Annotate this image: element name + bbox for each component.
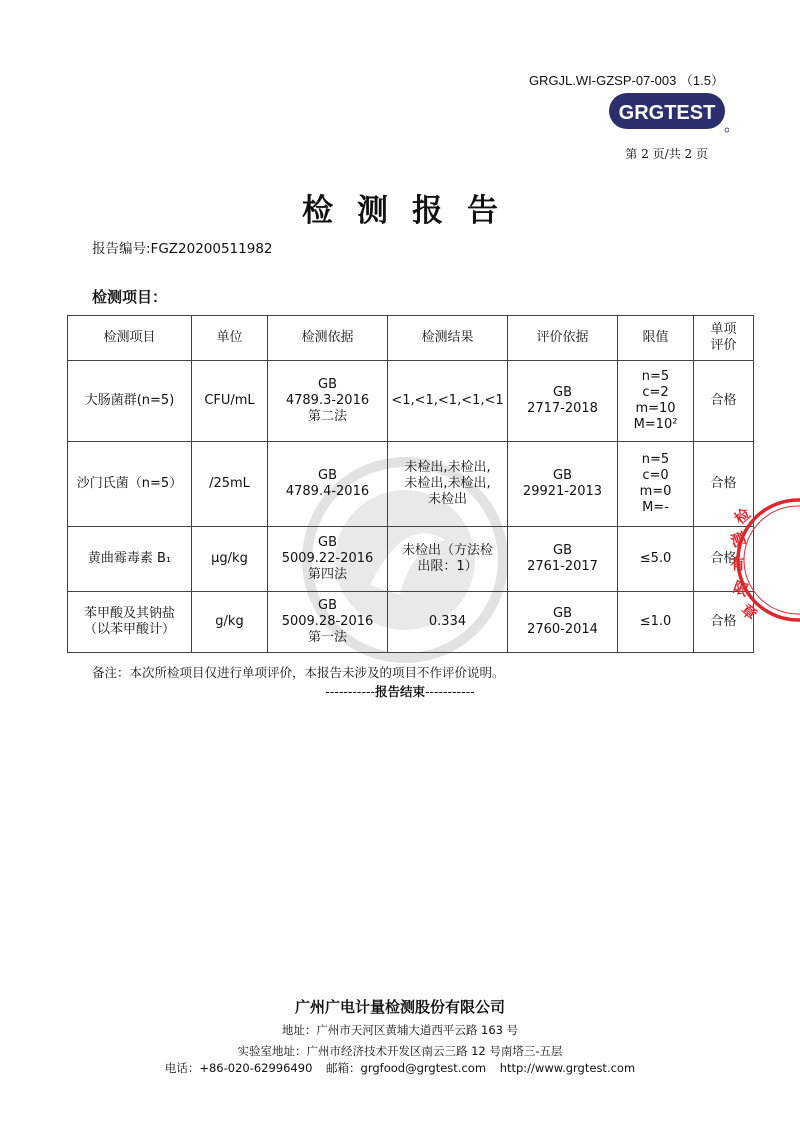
cell-result [388, 442, 508, 527]
report-end-marker [0, 682, 800, 700]
seal-graphic [716, 495, 800, 625]
cell-unit [192, 592, 268, 653]
cell-text: 黄曲霉毒素 B₁ [87, 551, 172, 566]
cell-text: 合格 [710, 393, 737, 408]
cell-text: GB [318, 468, 337, 483]
cell-method [268, 527, 388, 592]
cell-text: CFU/mL [204, 393, 255, 408]
cell-standard [508, 361, 618, 442]
cell-item [68, 592, 192, 653]
cell-text: GB [553, 385, 572, 400]
cell-method [268, 442, 388, 527]
contact-line [0, 1060, 800, 1076]
svg-text:有: 有 [730, 555, 746, 573]
cell-text: 5009.28-2016 [281, 614, 374, 629]
report-number: 报告编号:FGZ20200511982 [92, 241, 273, 257]
cell-text: M=10² [633, 417, 678, 432]
end-dashes-left: ----------- [325, 684, 375, 699]
header-standard: 评价依据 [508, 316, 618, 361]
cell-text: GB [553, 543, 572, 558]
cell-result [388, 527, 508, 592]
cell-result [388, 361, 508, 442]
cell-item [68, 527, 192, 592]
end-text: 报告结束 [374, 684, 425, 699]
website-link[interactable]: http://www.grgtest.com [499, 1061, 636, 1075]
cell-text: 未检出（方法检 [401, 543, 493, 558]
cell-text: 第四法 [307, 567, 347, 582]
cell-text: 4789.4-2016 [285, 484, 370, 499]
company-seal [716, 495, 800, 625]
cell-text: c=0 [642, 468, 669, 483]
cell-text: g/kg [215, 614, 244, 629]
cell-unit [192, 527, 268, 592]
cell-text: 0.334 [428, 614, 467, 629]
cell-text: 2717-2018 [527, 401, 598, 416]
cell-text: 合格 [710, 614, 737, 629]
cell-text: 未检出 [427, 492, 467, 507]
cell-text: 4789.3-2016 [285, 393, 370, 408]
header-limit: 限值 [618, 316, 694, 361]
cell-text: 第一法 [307, 630, 347, 645]
cell-text: 未检出,未检出, [404, 460, 491, 475]
cell-text: 2760-2014 [527, 622, 598, 637]
cell-text: 29921-2013 [522, 484, 603, 499]
header-method: 检测依据 [268, 316, 388, 361]
cell-text: GB [318, 377, 337, 392]
cell-text: 合格 [710, 476, 737, 491]
cell-unit [192, 361, 268, 442]
header-unit: 单位 [192, 316, 268, 361]
svg-text:限: 限 [730, 577, 751, 600]
cell-text: GB [553, 606, 572, 621]
cell-limit [618, 527, 694, 592]
cell-text: 未检出,未检出, [404, 476, 491, 491]
cell-item [68, 361, 192, 442]
table-row [68, 361, 754, 442]
cell-item [68, 442, 192, 527]
cell-text: M=- [642, 500, 669, 515]
cell-text: n=5 [641, 369, 670, 384]
document-code: GRGJL.WI-GZSP-07-003 （1.5） [528, 73, 724, 88]
cell-text: 出限：1） [417, 559, 478, 574]
report-title: 检测报告 [302, 193, 522, 229]
cell-text: 5009.22-2016 [281, 551, 374, 566]
table-body [68, 361, 754, 653]
cell-text: n=5 [641, 452, 670, 467]
cell-unit [192, 442, 268, 527]
cell-method [268, 361, 388, 442]
cell-text: μg/kg [211, 551, 248, 566]
remark-note: 备注：本次所检项目仅进行单项评价，本报告未涉及的项目不作评价说明。 [92, 665, 505, 680]
cell-text: ≤5.0 [639, 551, 672, 566]
cell-text: GB [318, 598, 337, 613]
cell-method [268, 592, 388, 653]
header-item: 检测项目 [68, 316, 192, 361]
cell-text: <1,<1,<1,<1,<1 [391, 393, 504, 408]
cell-result [388, 592, 508, 653]
header-verdict: 单项 评价 [694, 316, 754, 361]
cell-text: GB [318, 535, 337, 550]
result-table [67, 315, 754, 653]
cell-limit [618, 442, 694, 527]
svg-text:检: 检 [731, 504, 755, 529]
table-header-row [68, 316, 754, 361]
cell-standard [508, 527, 618, 592]
svg-text:章: 章 [737, 600, 761, 624]
cell-limit [618, 361, 694, 442]
cell-text: 沙门氏菌（n=5） [76, 476, 183, 491]
header-result: 检测结果 [388, 316, 508, 361]
cell-text: GB [553, 468, 572, 483]
logo-text: GRGTEST [618, 102, 716, 124]
cell-text: ≤1.0 [639, 614, 672, 629]
cell-text: （以苯甲酸计） [83, 622, 175, 637]
table-row [68, 527, 754, 592]
cell-verdict [694, 361, 754, 442]
table-row [68, 442, 754, 527]
cell-text: c=2 [642, 385, 669, 400]
svg-text:测: 测 [728, 528, 749, 551]
end-dashes-right: ----------- [425, 684, 475, 699]
lab-address: 实验室地址：广州市经济技术开发区南云三路 12 号南塔三-五层 [237, 1044, 563, 1058]
company-address: 地址：广州市天河区黄埔大道西平云路 163 号 [281, 1023, 519, 1037]
section-heading: 检测项目： [92, 288, 168, 306]
cell-text: 大肠菌群(n=5) [84, 393, 175, 408]
cell-text: 第二法 [307, 409, 347, 424]
cell-text: 2761-2017 [527, 559, 598, 574]
table-row [68, 592, 754, 653]
cell-text: m=10 [635, 401, 676, 416]
grgtest-logo [609, 92, 729, 134]
page-number: 第 2 页/共 2 页 [625, 147, 708, 161]
cell-limit [618, 592, 694, 653]
cell-standard [508, 592, 618, 653]
company-name: 广州广电计量检测股份有限公司 [294, 998, 505, 1016]
phone-text: 电话：+86-020-62996490 [164, 1061, 313, 1075]
cell-text: 苯甲酸及其钠盐 [83, 606, 175, 621]
cell-text: /25mL [209, 476, 250, 491]
cell-text: m=0 [639, 484, 672, 499]
cell-text: 合格 [710, 551, 737, 566]
cell-standard [508, 442, 618, 527]
email-text: 邮箱：grgfood@grgtest.com [326, 1061, 487, 1075]
